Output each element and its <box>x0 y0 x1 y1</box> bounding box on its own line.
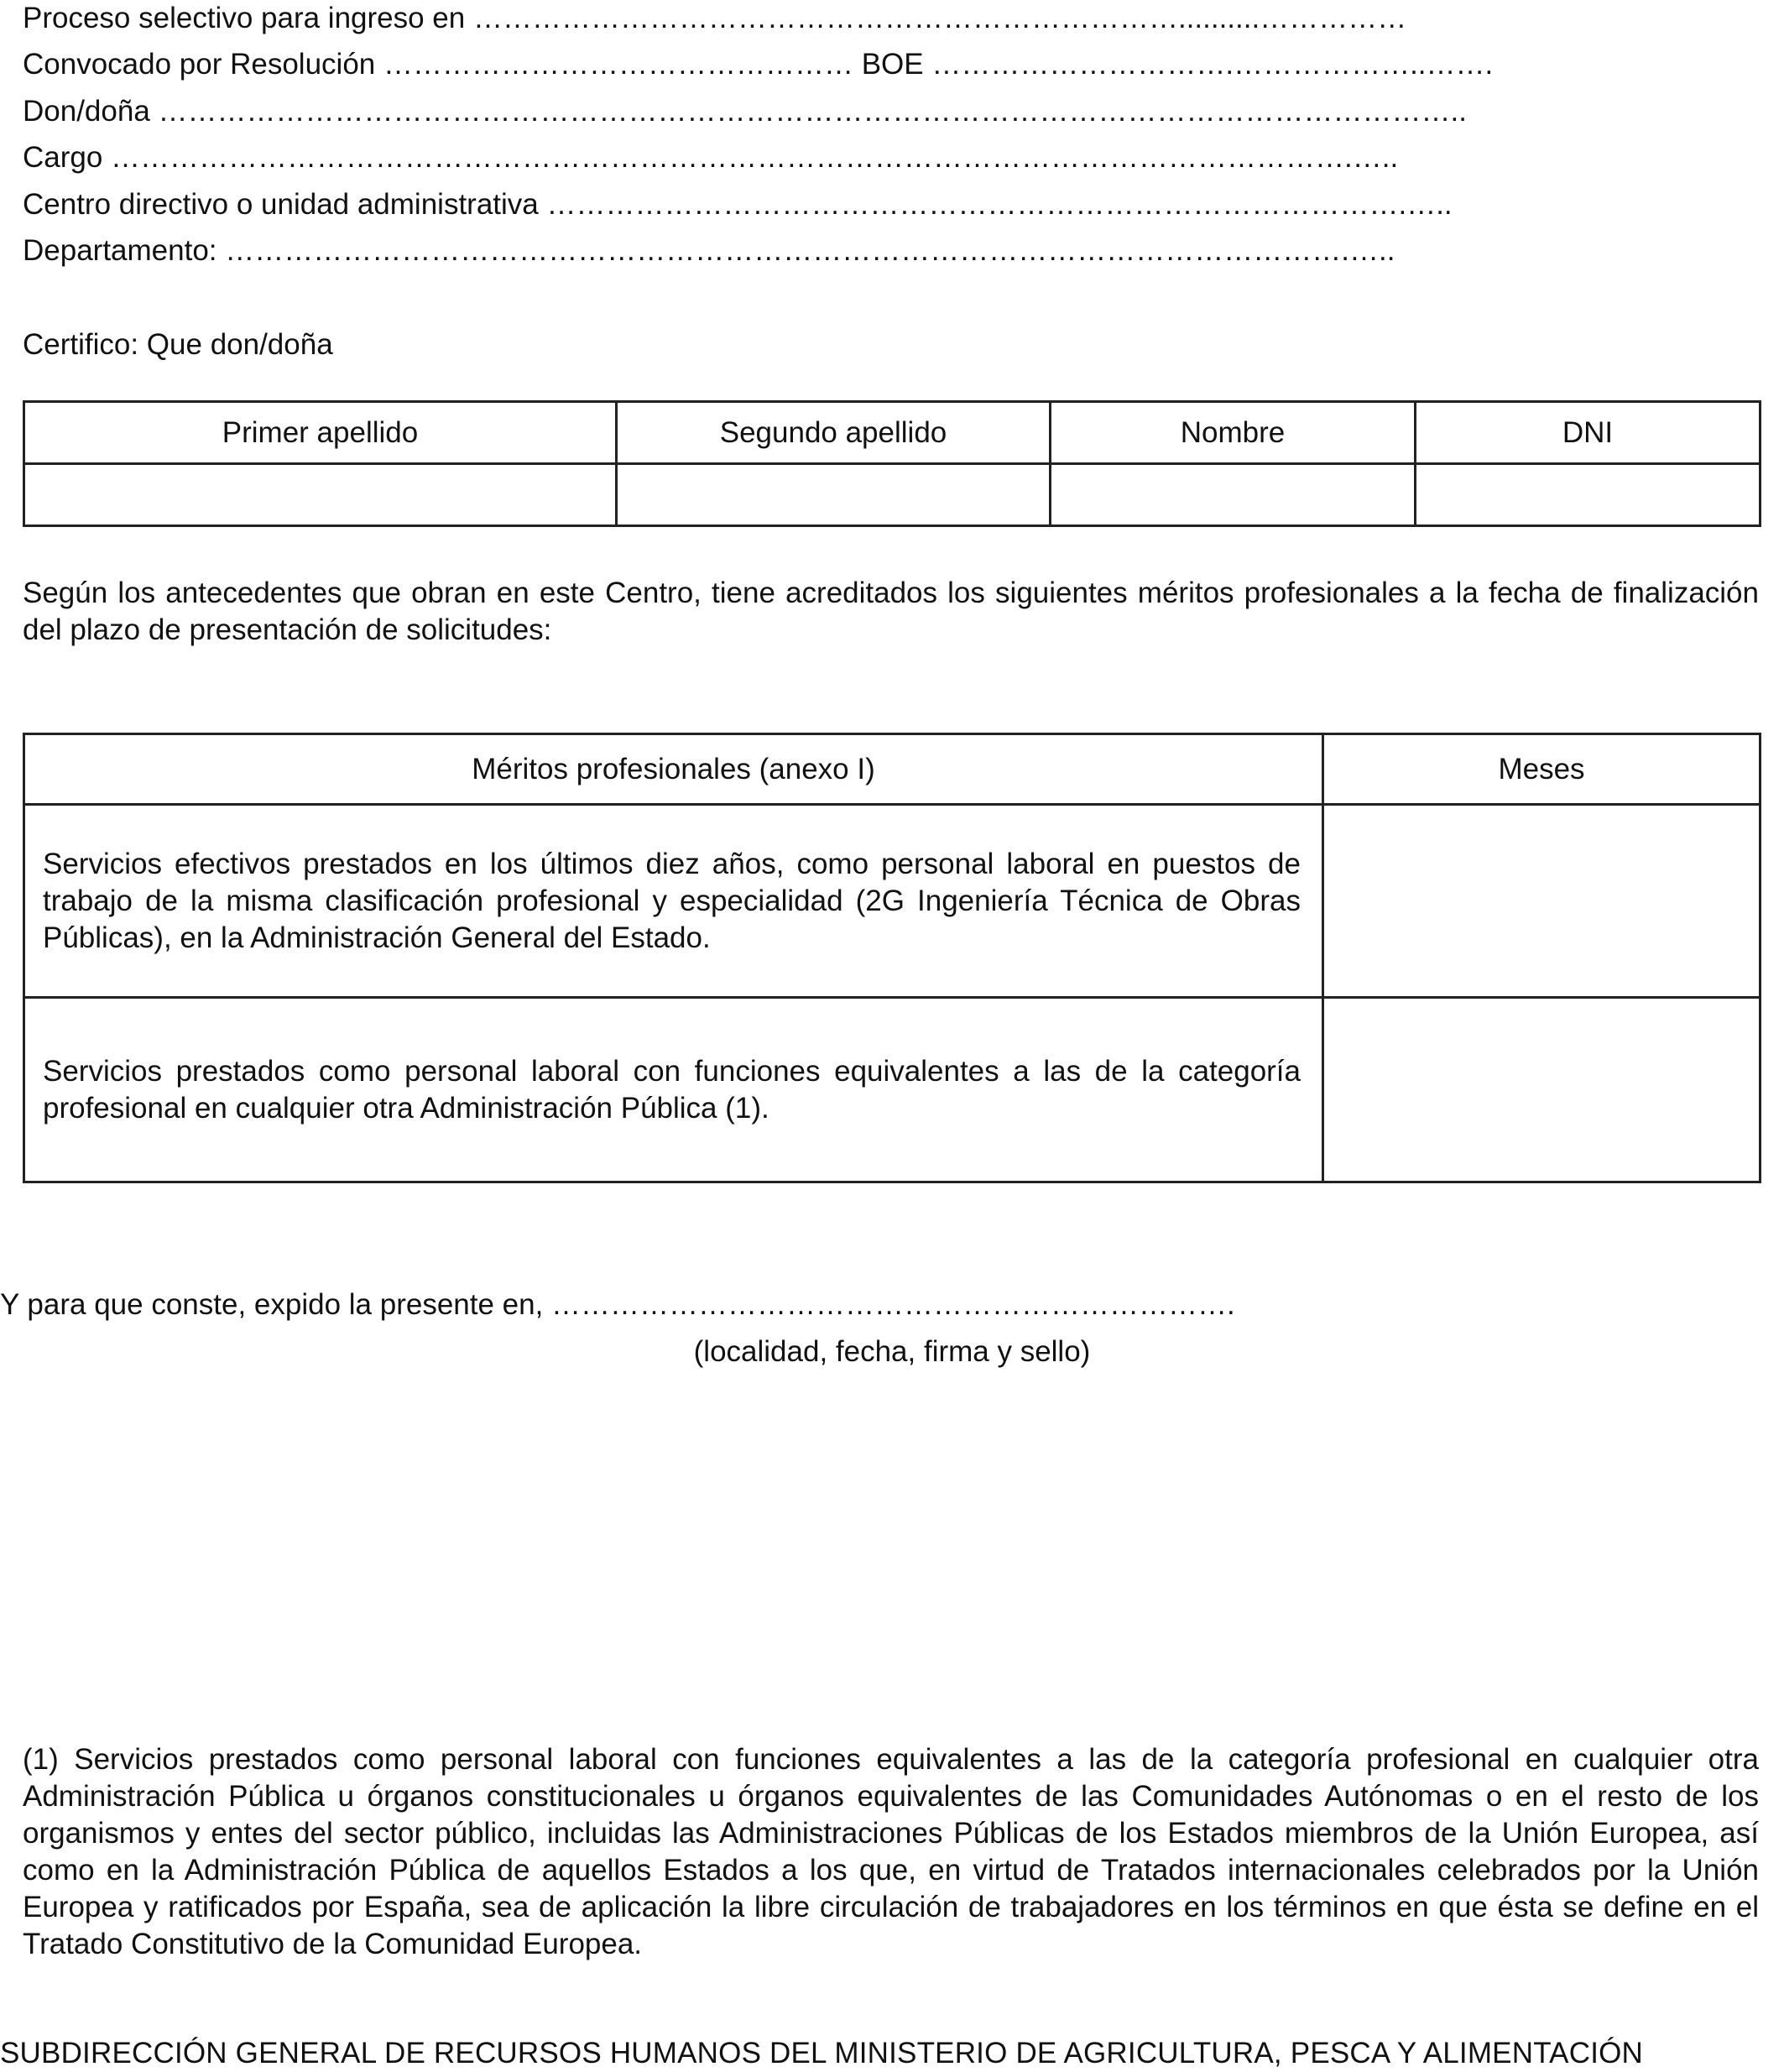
person-identity-table <box>23 400 1761 527</box>
merits-table <box>23 733 1761 1183</box>
field-proceso-selectivo: Proceso selectivo para ingreso en ………………………………………………………………..........…………… <box>23 2 1407 34</box>
header-nombre: Nombre <box>1051 402 1416 464</box>
field-centro-directivo: Centro directivo o unidad administrativa …………………………………………………………………………….….. <box>23 188 1453 221</box>
header-meritos-profesionales: Méritos profesionales (anexo I) <box>24 734 1323 805</box>
footnote-paragraph: (1) Servicios prestados como personal laboral con funciones equivalentes a las de la categoría profesional en cualquier otra Administración Pública u órganos constitucionales u órganos equivalentes de las Comunidades Autónomas o en el resto de los organismos y entes del sector público, incluidas las Administraciones Públicas de los Estados miembros de la Unión Europea, así como en la Administración Pública de aquellos Estados a los que, en virtud de Tratados internacionales celebrados por la Unión Europea y ratificados por España, sea de aplicación la libre circulación de trabajadores en los términos en que ésta se define en el Tratado Constitutivo de la Comunidad Europea. <box>23 1743 1759 1960</box>
cell-dni[interactable] <box>1416 464 1761 526</box>
certify-statement: Certifico: Que don/doña <box>23 328 333 361</box>
header-dni: DNI <box>1416 402 1761 464</box>
merit-description: Servicios prestados como personal laboral con funciones equivalentes a las de la categoría profesional en cualquier otra Administración Pública (1). <box>24 998 1323 1182</box>
merit-row <box>24 998 1761 1182</box>
closing-statement: Y para que conste, expido la presente en, ……………………………………………………………. <box>0 1288 1235 1321</box>
cell-nombre[interactable] <box>1051 464 1416 526</box>
field-cargo: Cargo ……………………………………………………………………………………………………………….….. <box>23 141 1399 174</box>
footer-department-name: SUBDIRECCIÓN GENERAL DE RECURSOS HUMANOS DEL MINISTERIO DE AGRICULTURA, PESCA Y ALIMENTACIÓN <box>0 2037 1644 2069</box>
cell-segundo-apellido[interactable] <box>617 464 1051 526</box>
closing-caption: (localidad, fecha, firma y sello) <box>693 1335 1091 1368</box>
field-don-dona: Don/doña …………………………………………………………………………………………………………………….. <box>23 95 1467 128</box>
merit-months-cell[interactable] <box>1323 998 1761 1182</box>
merit-row <box>24 805 1761 998</box>
person-table-entry-row <box>24 464 1761 526</box>
person-table-header-row <box>24 402 1761 464</box>
header-segundo-apellido: Segundo apellido <box>617 402 1051 464</box>
merits-header-row <box>24 734 1761 805</box>
intro-paragraph: Según los antecedentes que obran en este Centro, tiene acreditados los siguientes méritos profesionales a la fecha de finalización del plazo de presentación de solicitudes: <box>23 577 1759 646</box>
field-convocado-resolucion: Convocado por Resolución ………………………………………… BOE ………………………….………………..……. <box>23 48 1494 81</box>
header-meses: Meses <box>1323 734 1761 805</box>
merit-description: Servicios efectivos prestados en los últimos diez años, como personal laboral en puestos de trabajo de la misma clasificación profesional y especialidad (2G Ingeniería Técnica de Obras Públicas), en la Administración General del Estado. <box>24 805 1323 998</box>
header-primer-apellido: Primer apellido <box>24 402 617 464</box>
cell-primer-apellido[interactable] <box>24 464 617 526</box>
field-departamento: Departamento: …………………………………………………………………………………………………….….. <box>23 234 1395 267</box>
merit-months-cell[interactable] <box>1323 805 1761 998</box>
